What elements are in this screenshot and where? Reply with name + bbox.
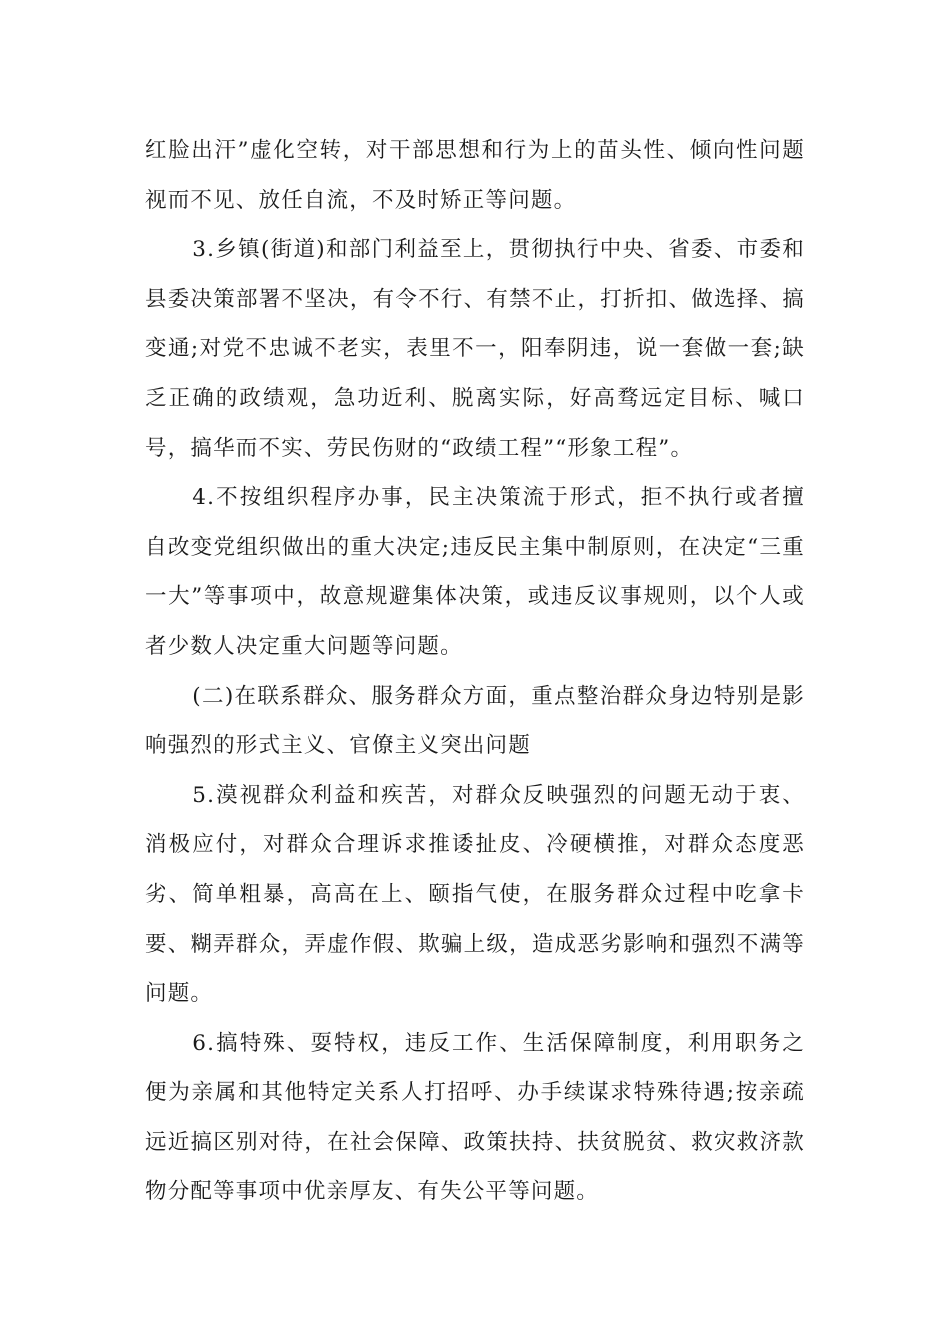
paragraph-item-6: 6.搞特殊、耍特权，违反工作、生活保障制度，利用职务之便为亲属和其他特定关系人打招呼、办手续谋求特殊待遇;按亲疏远近搞区别对待，在社会保障、政策扶持、扶贫脱贫、救灾救济款物分配等事项中优亲厚友、有失公平等问题。	[145, 1030, 805, 1205]
paragraph-item-4: 4.不按组织程序办事，民主决策流于形式，拒不执行或者擅自改变党组织做出的重大决定;违反民主集中制原则，在决定“三重一大”等事项中，故意规避集体决策，或违反议事规则，以个人或者少数人决定重大问题等问题。	[145, 485, 805, 659]
paragraph-item-5: 5.漠视群众利益和疾苦，对群众反映强烈的问题无动于衷、消极应付，对群众合理诉求推诿扯皮、冷硬横推，对群众态度恶劣、简单粗暴，高高在上、颐指气使，在服务群众过程中吃拿卡要、糊弄群众，弄虚作假、欺骗上级，造成恶劣影响和强烈不满等问题。	[145, 782, 805, 1007]
paragraph-item-3: 3.乡镇(街道)和部门利益至上，贯彻执行中央、省委、市委和县委决策部署不坚决，有令不行、有禁不止，打折扣、做选择、搞变通;对党不忠诚不老实，表里不一，阳奉阴违，说一套做一套;缺乏正确的政绩观，急功近利、脱离实际，好高骛远定目标、喊口号，搞华而不实、劳民伤财的“政绩工程”“形象工程”。	[145, 237, 805, 461]
document-body	[145, 126, 805, 1217]
paragraph-continuation: 红脸出汗”虚化空转，对干部思想和行为上的苗头性、倾向性问题视而不见、放任自流，不及时矫正等问题。	[145, 138, 805, 213]
section-heading-2: (二)在联系群众、服务群众方面，重点整治群众身边特别是影响强烈的形式主义、官僚主义突出问题	[145, 683, 805, 759]
